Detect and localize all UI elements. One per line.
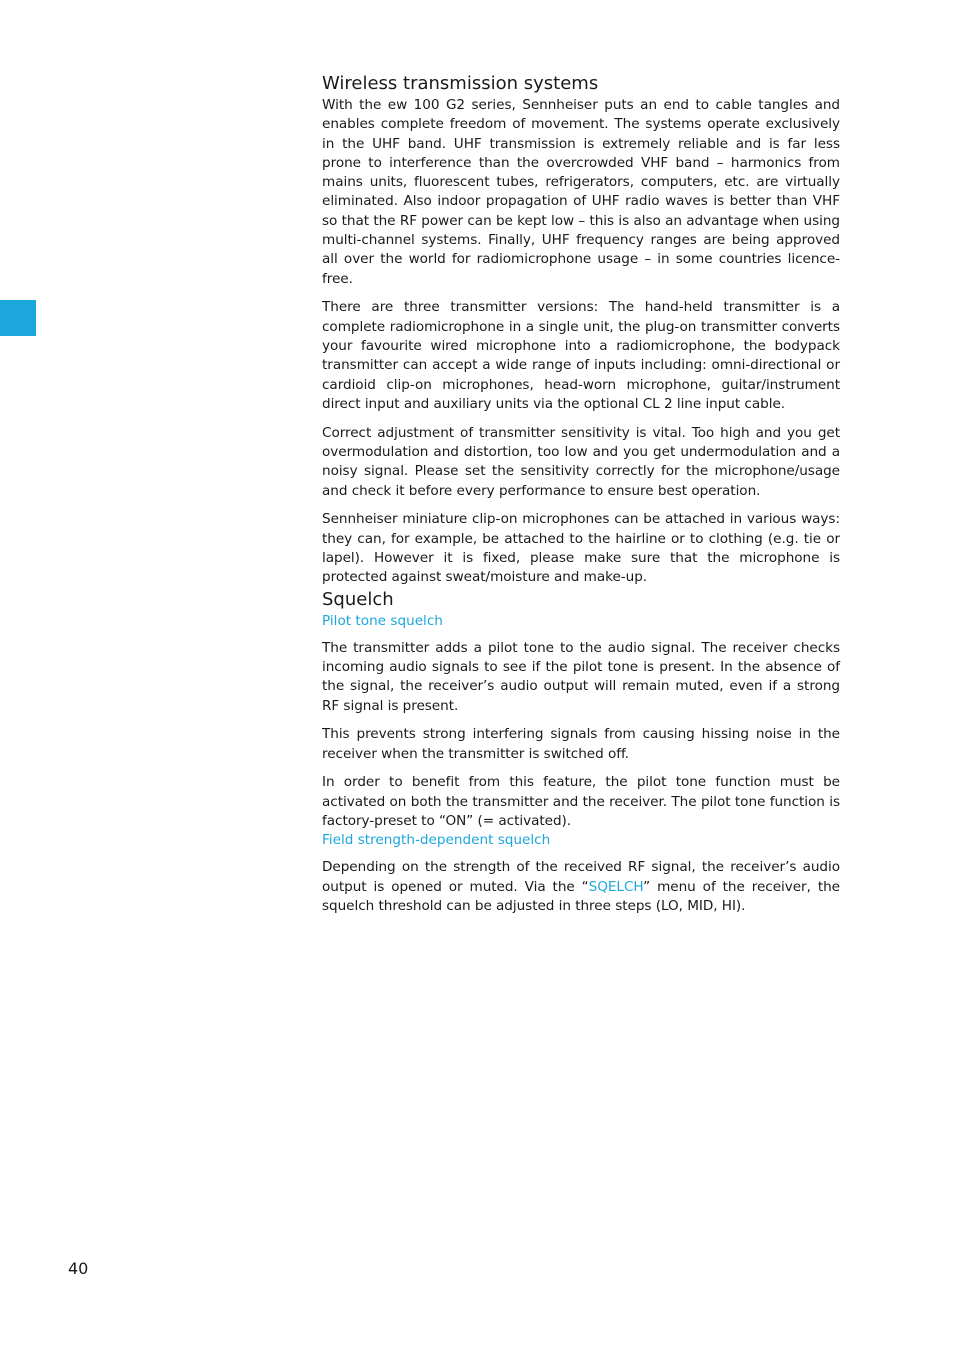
page-content	[322, 72, 840, 916]
pilot-tone-heading: Pilot tone squelch	[322, 612, 443, 629]
page-number: 40	[68, 1259, 89, 1278]
wireless-paragraph-2: There are three transmitter versions: The hand-held transmitter is a complete radiomicrophone in a single unit, the plug-on transmitter converts your favourite wired microphone into a radiomicrophone, the bodypack transmitter can accept a wide range of inputs including: omni-directional or cardioid clip-on microphones, head-worn microphone, guitar/instrument direct input and auxiliary units via the optional CL 2 line input cable.	[322, 299, 840, 412]
field-strength-heading: Field strength-dependent squelch	[322, 832, 551, 849]
wireless-paragraph-3: Correct adjustment of transmitter sensitivity is vital. Too high and you get overmodulation and distortion, too low and you get undermodulation and a noisy signal. Please set the sensitivity correctly for the microphone/usage and check it before every performance to ensure best operation.	[322, 424, 840, 499]
pilot-paragraph-3: In order to benefit from this feature, the pilot tone function must be activated on both the transmitter and the receiver. The pilot tone function is factory-preset to “ON” (= activated).	[322, 774, 840, 829]
squelch-section-title: Squelch	[322, 588, 394, 610]
field-text-before: Depending on the strength of the received RF signal, the receiver’s audio output is opened or muted. Via the “	[322, 859, 840, 895]
field-text-after: ” menu of the receiver, the squelch threshold can be adjusted in three steps (LO, MID, HI).	[322, 878, 840, 914]
wireless-paragraph-1: With the ew 100 G2 series, Sennheiser puts an end to cable tangles and enables complete freedom of movement. The systems operate exclusively in the UHF band. UHF transmission is extremely reliable and is far less prone to interference than the overcrowded VHF band – harmonics from mains units, fluorescent tubes, refrigerators, computers, etc. are virtually eliminated. Also indoor propagation of UHF radio waves is better than VHF so that the RF power can be kept low – this is also an advantage when using multi-channel systems. Finally, UHF frequency ranges are being approved all over the world for radiomicrophone usage – in some countries licence-free.	[322, 97, 840, 287]
pilot-paragraph-2: This prevents strong interfering signals from causing hissing noise in the receiver when the transmitter is switched off.	[322, 726, 840, 762]
wireless-section-title: Wireless transmission systems	[322, 73, 599, 94]
pilot-paragraph-1: The transmitter adds a pilot tone to the audio signal. The receiver checks incoming audio signals to see if the pilot tone is present. In the absence of the signal, the receiver’s audio output will remain muted, even if a strong RF signal is present.	[322, 639, 840, 714]
wireless-paragraph-4: Sennheiser miniature clip-on microphones can be attached in various ways: they can, for example, be attached to the hairline or to clothing (e.g. tie or lapel). However it is fixed, please make sure that the microphone is protected against sweat/moisture and make-up.	[322, 511, 840, 586]
wireless-section-body	[322, 96, 840, 588]
field-strength-paragraph	[322, 858, 840, 916]
chapter-tab-marker	[0, 300, 36, 336]
sqelch-menu-reference: SQELCH	[588, 878, 644, 895]
pilot-tone-body	[322, 639, 840, 832]
